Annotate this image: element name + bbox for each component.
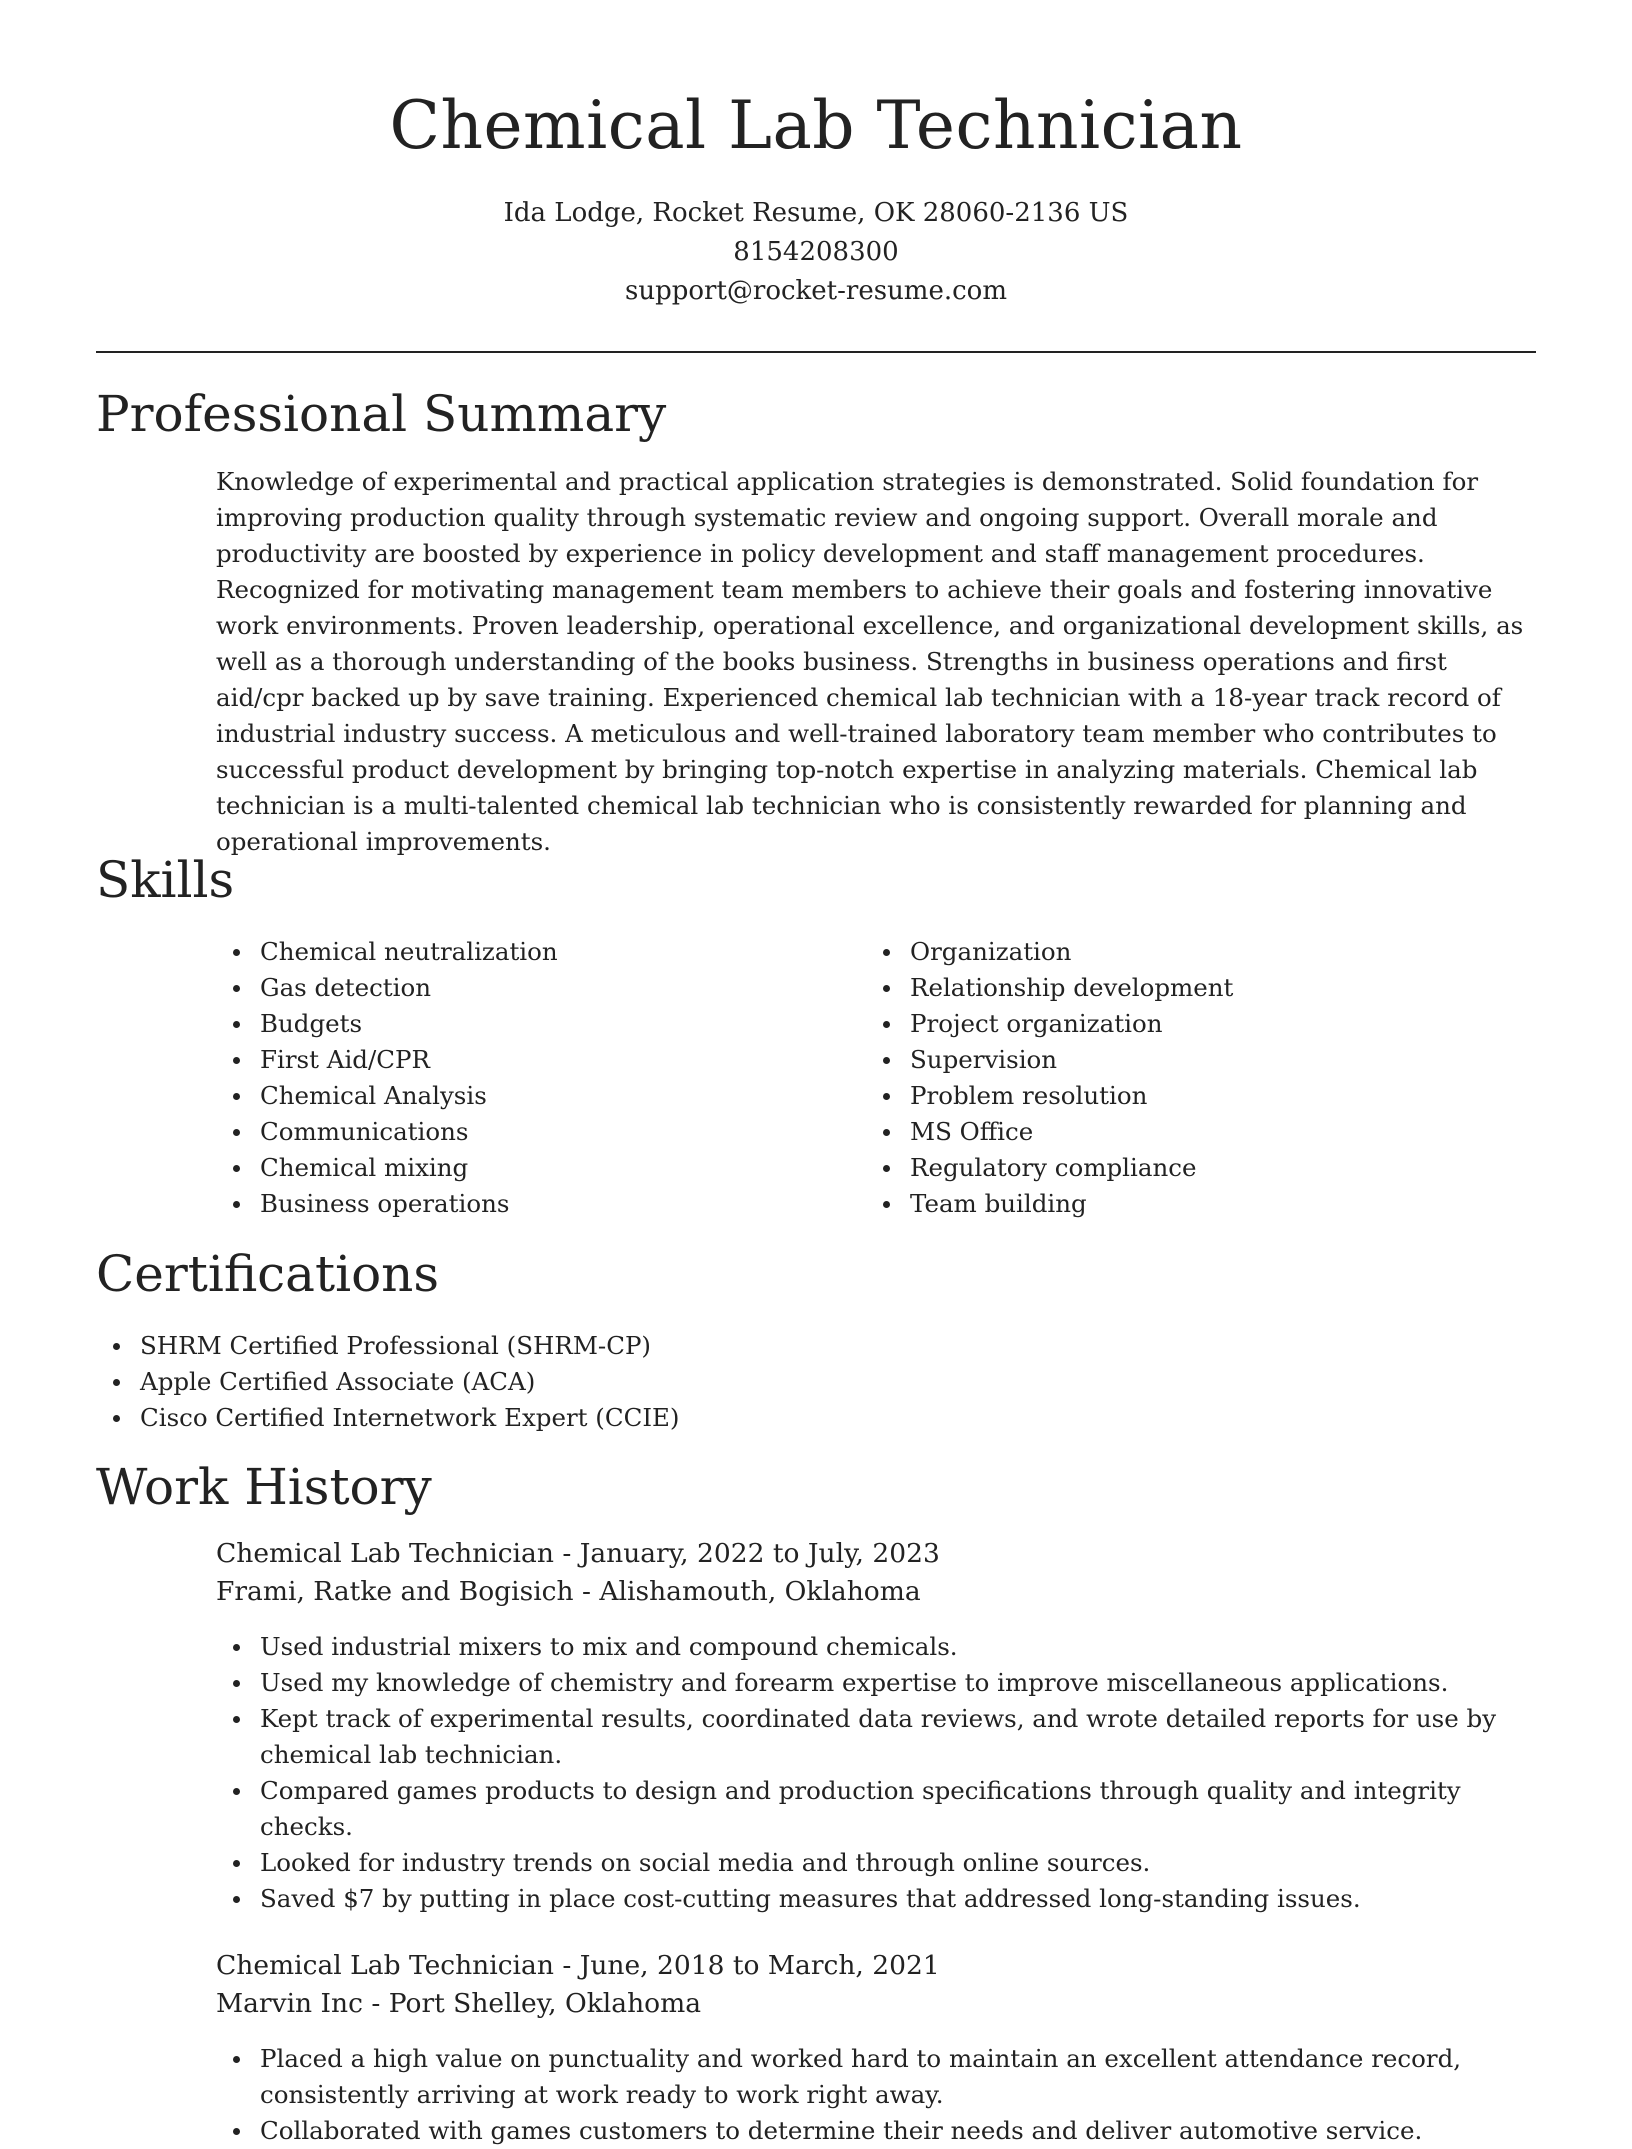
job-location: Port Shelley, Oklahoma <box>388 1988 702 2019</box>
job-bullet: Compared games products to design and production specifications through quality and integrity checks. <box>216 1773 1536 1845</box>
skills-column-left <box>216 934 866 1222</box>
skill-item: Problem resolution <box>866 1078 1516 1114</box>
skill-item: Supervision <box>866 1042 1516 1078</box>
skill-item: Chemical Analysis <box>216 1078 866 1114</box>
skills-heading: Skills <box>96 851 235 909</box>
skill-item: Business operations <box>216 1186 866 1222</box>
skill-item: Chemical mixing <box>216 1150 866 1186</box>
job-company-line: Marvin Inc - Port Shelley, Oklahoma <box>216 1988 702 2019</box>
skills-section <box>96 848 1536 1222</box>
skills-columns <box>216 934 1536 1222</box>
job-bullet: Used industrial mixers to mix and compound chemicals. <box>216 1629 1536 1665</box>
job-bullet: Kept track of experimental results, coordinated data reviews, and wrote detailed reports for use by chemical lab technician. <box>216 1701 1536 1773</box>
job-bullet: Looked for industry trends on social media and through online sources. <box>216 1845 1536 1881</box>
job-dates: June, 2018 to March, 2021 <box>579 1950 940 1981</box>
skill-item: First Aid/CPR <box>216 1042 866 1078</box>
summary-text: Knowledge of experimental and practical application strategies is demonstrated. Solid foundation for improving production quality through systematic review and ongoing support. Overall morale and productivity are boosted by experience in policy development and staff management procedures. Recognized for motivating management team members to achieve their goals and fostering innovative work environments. Proven leadership, operational excellence, and organizational development skills, as well as a thorough understanding of the books business. Strengths in business operations and first aid/cpr backed up by save training. Experienced chemical lab technician with a 18-year track record of industrial industry success. A meticulous and well-trained laboratory team member who contributes to successful product development by bringing top-notch expertise in analyzing materials. Chemical lab technician is a multi-talented chemical lab technician who is consistently rewarded for planning and operational improvements. <box>216 467 1524 856</box>
work-history-section <box>96 1455 1536 2149</box>
job-bullets <box>216 2041 1536 2149</box>
certification-item: Cisco Certified Internetwork Expert (CCIE) <box>96 1400 1536 1436</box>
certifications-list <box>96 1328 1536 1436</box>
job-entry <box>216 1947 1536 2149</box>
contact-address: Ida Lodge, Rocket Resume, OK 28060-2136 US <box>503 198 1129 228</box>
job-bullets <box>216 1629 1536 1917</box>
job-title-line: Chemical Lab Technician - January, 2022 to July, 2023 <box>216 1538 940 1569</box>
job-entry <box>216 1535 1536 1917</box>
skills-column-right <box>866 934 1516 1222</box>
skill-item: Chemical neutralization <box>216 934 866 970</box>
skill-item: Regulatory compliance <box>866 1150 1516 1186</box>
contact-block <box>96 194 1536 311</box>
job-location: Alishamouth, Oklahoma <box>599 1576 921 1607</box>
contact-phone: 8154208300 <box>733 237 899 267</box>
job-title-line: Chemical Lab Technician - June, 2018 to March, 2021 <box>216 1950 940 1981</box>
skill-item: MS Office <box>866 1114 1516 1150</box>
certifications-heading: Certifications <box>96 1245 440 1303</box>
resume-name: Chemical Lab Technician <box>389 87 1243 164</box>
header-divider <box>96 351 1536 353</box>
resume-page <box>96 0 1536 2145</box>
skill-item: Budgets <box>216 1006 866 1042</box>
skill-item: Project organization <box>866 1006 1516 1042</box>
job-dates: January, 2022 to July, 2023 <box>579 1538 940 1569</box>
skill-item: Communications <box>216 1114 866 1150</box>
contact-email[interactable]: support@rocket-resume.com <box>624 276 1007 306</box>
job-company: Frami, Ratke and Bogisich <box>216 1576 574 1607</box>
resume-header <box>96 0 1536 353</box>
skill-item: Organization <box>866 934 1516 970</box>
skill-item: Team building <box>866 1186 1516 1222</box>
job-bullet: Collaborated with games customers to determine their needs and deliver automotive service. <box>216 2113 1536 2149</box>
certifications-section <box>96 1242 1536 1436</box>
skill-item: Relationship development <box>866 970 1516 1006</box>
summary-heading: Professional Summary <box>96 385 667 443</box>
job-company-line: Frami, Ratke and Bogisich - Alishamouth, Oklahoma <box>216 1576 921 1607</box>
certification-item: Apple Certified Associate (ACA) <box>96 1364 1536 1400</box>
summary-section <box>96 382 1536 860</box>
job-role: Chemical Lab Technician <box>216 1538 554 1569</box>
job-role: Chemical Lab Technician <box>216 1950 554 1981</box>
skill-item: Gas detection <box>216 970 866 1006</box>
job-bullet: Saved $7 by putting in place cost-cutting measures that addressed long-standing issues. <box>216 1881 1536 1917</box>
job-bullet: Used my knowledge of chemistry and forearm expertise to improve miscellaneous applications. <box>216 1665 1536 1701</box>
work-history-heading: Work History <box>96 1458 432 1516</box>
job-company: Marvin Inc <box>216 1988 363 2019</box>
certification-item: SHRM Certified Professional (SHRM-CP) <box>96 1328 1536 1364</box>
job-bullet: Placed a high value on punctuality and worked hard to maintain an excellent attendance record, consistently arriving at work ready to work right away. <box>216 2041 1536 2113</box>
